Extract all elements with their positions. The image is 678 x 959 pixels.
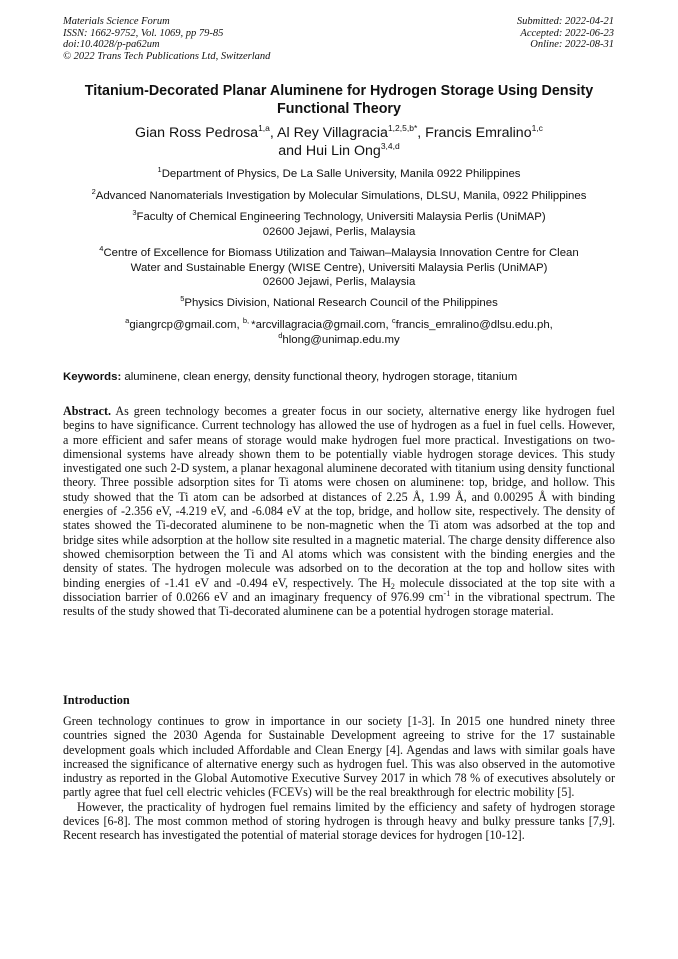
author-affiliation-mark: 1,2,5,b*: [387, 123, 418, 133]
affiliation-text: Centre of Excellence for Biomass Utilization and Taiwan–Malaysia Innovation Centre for Clean: [103, 247, 579, 259]
author-separator: ,: [269, 125, 278, 141]
affiliation: [48, 246, 630, 290]
abstract-text: As green technology becomes a greater focus in our society, alternative energy like hydrogen fuel begins to have significance. Current technology has allowed the use of hydrogen as a fuel in fuel cells. However, a more efficient and safer means of storage would make hydrogen fuel more practical. Investigations on two-dimensional systems have already shown them to be potentially viable hydrogen storage devices. This study investigated one such 2-D system, a planar hexagonal aluminene decorated with titanium using density functional theory. Three possible adsorption sites for Ti atoms were chosen on aluminene: top, bridge, and hollow. This study showed that the Ti atom can be adsorbed at distances of 2.25 Å, 1.99 Å, and 0.00295 Å with binding energies of -2.356 eV, -4.219 eV, and -6.084 eV at the top, bridge, and hollow site, respectively. The density of states showed the Ti-decorated aluminene to be non-magnetic when the Ti atom was adsorbed at the top and bridge sites while adsorption at the hollow site resulted in a magnetic material. The charge density difference also showed chemisorption between the Ti and Al atoms which was consistent with the binding energies and the density of states. The hydrogen molecule was adsorbed on to the decoration at the top and hollow sites with binding energies of -1.41 eV and -0.494 eV, respectively. The H: [63, 404, 615, 590]
author-name: Gian Ross Pedrosa: [135, 125, 259, 141]
online-date: Online: 2022-08-31: [530, 39, 614, 50]
abstract-subscript: 2: [390, 581, 395, 591]
affiliation-text-line: 02600 Jejawi, Perlis, Malaysia: [262, 225, 416, 238]
affiliation-number: 3: [132, 208, 137, 217]
introduction-body: [63, 714, 615, 843]
submitted-date: Submitted: 2022-04-21: [516, 16, 614, 27]
email-link[interactable]: giangrcp@gmail.com,: [129, 319, 243, 331]
keywords: [63, 370, 517, 384]
abstract-text: molecule dissociated at the top site with a dissociation barrier of 0.0266 eV and an imaginary frequency of 976.99 cm: [63, 575, 615, 604]
author-name: Francis Emralino: [425, 125, 532, 141]
abstract-superscript: -1: [443, 588, 451, 598]
abstract-text: in the vibrational spectrum. The results of the study showed that Ti-decorated aluminene can be a potential hydrogen storage material.: [63, 589, 615, 619]
keywords-label: Keywords:: [63, 371, 122, 383]
abstract: [63, 404, 615, 618]
affiliation-number: 4: [99, 244, 104, 253]
affiliation: [48, 210, 630, 239]
affiliation-text: Faculty of Chemical Engineering Technology, Universiti Malaysia Perlis (UniMAP): [136, 211, 546, 223]
email-mark: d: [278, 330, 283, 340]
affiliation-number: 2: [91, 187, 96, 196]
affiliation-text-line: 02600 Jejawi, Perlis, Malaysia: [262, 276, 416, 288]
affiliation-text: Advanced Nanomaterials Investigation by Molecular Simulations, DLSU, Manila, 0922 Philippines: [95, 190, 587, 202]
author-emails: [48, 318, 630, 347]
affiliation-text-line: Water and Sustainable Energy (WISE Centre), Universiti Malaysia Perlis (UniMAP): [130, 261, 548, 274]
affiliation-text: Department of Physics, De La Salle University, Manila 0922 Philippines: [161, 168, 521, 180]
author-name: Al Rey Villagracia: [277, 125, 388, 141]
affiliation: [48, 296, 630, 311]
journal-name: Materials Science Forum: [63, 16, 170, 27]
affiliation: [48, 167, 630, 182]
affiliation-text: Physics Division, National Research Council of the Philippines: [184, 297, 498, 309]
author-affiliation-mark: 1,a: [258, 123, 270, 133]
keywords-text: aluminene, clean energy, density functional theory, hydrogen storage, titanium: [121, 371, 518, 383]
journal-issn: ISSN: 1662-9752, Vol. 1069, pp 79-85: [63, 27, 224, 39]
affiliation-number: 5: [180, 294, 185, 303]
author-affiliation-mark: 3,4,d: [380, 141, 400, 151]
email-mark: b,: [242, 316, 252, 325]
email-mark: c: [391, 316, 396, 325]
accepted-date: Accepted: 2022-06-23: [520, 27, 614, 39]
affiliation: [48, 189, 630, 204]
author-separator: ,: [417, 125, 426, 141]
journal-copyright: © 2022 Trans Tech Publications Ltd, Switzerland: [63, 50, 271, 62]
email-link[interactable]: francis_emralino@dlsu.edu.ph,: [395, 319, 553, 331]
affiliation-number: 1: [157, 165, 162, 174]
author-separator: and: [278, 143, 306, 159]
journal-header-left: [63, 16, 270, 62]
paper-title: Titanium-Decorated Planar Aluminene for Hydrogen Storage Using Density Functional Theory: [84, 83, 594, 117]
journal-header-right: [517, 16, 614, 51]
introduction-heading: Introduction: [63, 693, 130, 707]
email-link[interactable]: *arcvillagracia@gmail.com,: [251, 319, 392, 331]
abstract-label: Abstract.: [63, 404, 112, 418]
introduction-paragraph: However, the practicality of hydrogen fuel remains limited by the efficiency and safety of hydrogen storage devices [6-8]. The most common method of storing hydrogen is through heavy and bulky pressure tanks [7,9]. Recent research has investigated the potential of material storage devices for hydrogen [10-12].: [63, 799, 615, 843]
author-name: Hui Lin Ong: [305, 143, 381, 159]
journal-doi[interactable]: doi:10.4028/p-pa62um: [63, 39, 160, 50]
author-affiliation-mark: 1,c: [531, 123, 543, 133]
email-mark: a: [125, 316, 130, 325]
author-list: [63, 124, 615, 160]
introduction-paragraph: Green technology continues to grow in importance in our society [1-3]. In 2015 one hundred ninety three countries signed the 2030 Agenda for Sustainable Development agreeing to strive for the 17 sustainable development goals which included Affordable and Clean Energy [4]. Agendas and laws with similar goals have increased the significance of alternative energy such as hydrogen fuel. This was also observed in the automotive industry as reported in the Global Automotive Executive Survey 2017 in which 78 % of executives absolutely or partly agree that fuel cell electric vehicles (FCEVs) will be the real breakthrough for electric mobility [5].: [63, 714, 615, 800]
email-link[interactable]: hlong@unimap.edu.my: [282, 333, 400, 346]
